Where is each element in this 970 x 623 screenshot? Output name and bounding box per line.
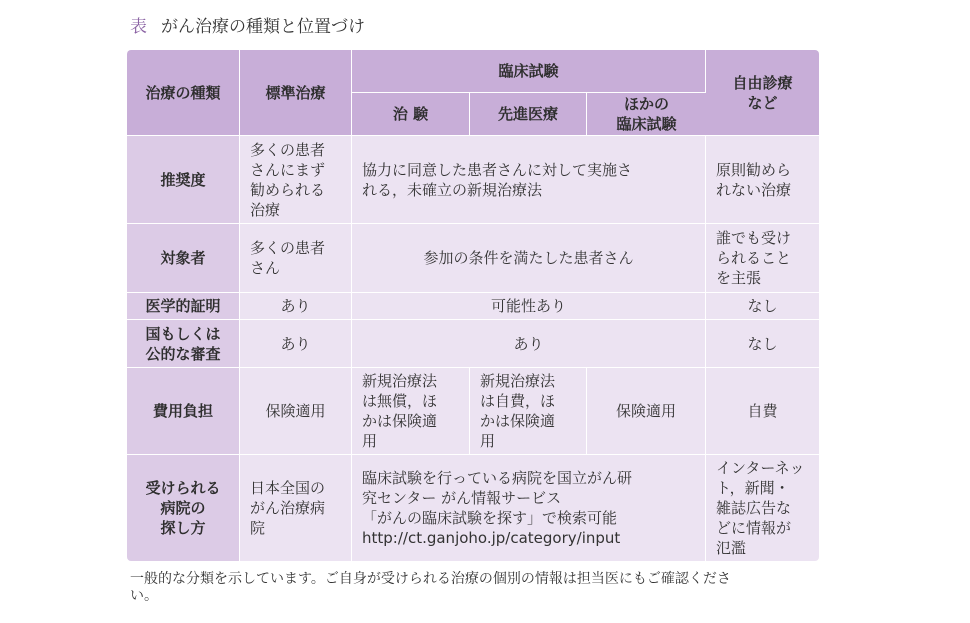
cell-evidence-free: なし [706,293,819,320]
cell-cost-other: 保険適用 [587,368,706,455]
cell-cost-standard: 保険適用 [240,368,352,455]
header-free: 自由診療 など [706,50,819,136]
header-type: 治療の種類 [127,50,240,136]
row-label-recommend: 推奨度 [127,136,240,224]
cell-recommend-clinical: 協力に同意した患者さんに対して実施さ れる，未確立の新規治療法 [352,136,706,224]
row-label-review: 国もしくは 公的な審査 [127,320,240,368]
cell-find-free: インターネッ ト，新聞・ 雑誌広告な どに情報が 氾濫 [706,455,819,561]
table-mark: 表 [130,17,147,37]
header-standard: 標準治療 [240,50,352,136]
treatment-table [127,50,819,561]
header-clinical: 臨床試験 [352,50,706,93]
row-label-evidence: 医学的証明 [127,293,240,320]
row-label-cost: 費用負担 [127,368,240,455]
cell-evidence-clinical: 可能性あり [352,293,706,320]
table-title-text: がん治療の種類と位置づけ [161,17,365,37]
cell-target-free: 誰でも受け られること を主張 [706,224,819,293]
header-advanced: 先進医療 [470,93,587,136]
cell-recommend-standard: 多くの患者 さんにまず 勧められる 治療 [240,136,352,224]
table-title [130,12,365,37]
cell-evidence-standard: あり [240,293,352,320]
cell-review-standard: あり [240,320,352,368]
cell-recommend-free: 原則勧めら れない治療 [706,136,819,224]
cell-cost-free: 自費 [706,368,819,455]
cell-find-clinical: 臨床試験を行っている病院を国立がん研 究センター がん情報サービス 「がんの臨床試験を探す」で検索可能 http://ct.ganjoho.jp/category/input [352,455,706,561]
header-trial: 治 験 [352,93,470,136]
header-other: ほかの 臨床試験 [587,93,706,136]
row-label-target: 対象者 [127,224,240,293]
cell-target-standard: 多くの患者 さん [240,224,352,293]
cell-cost-advanced: 新規治療法 は自費，ほ かは保険適 用 [470,368,587,455]
table-footnote: 一般的な分類を示しています。ご自身が受けられる治療の個別の情報は担当医にもご確認くださ い。 [130,571,731,604]
cell-cost-trial: 新規治療法 は無償，ほ かは保険適 用 [352,368,470,455]
row-label-find: 受けられる 病院の 探し方 [127,455,240,561]
cell-review-free: なし [706,320,819,368]
cell-find-standard: 日本全国の がん治療病 院 [240,455,352,561]
cell-review-clinical: あり [352,320,706,368]
cell-target-clinical: 参加の条件を満たした患者さん [352,224,706,293]
